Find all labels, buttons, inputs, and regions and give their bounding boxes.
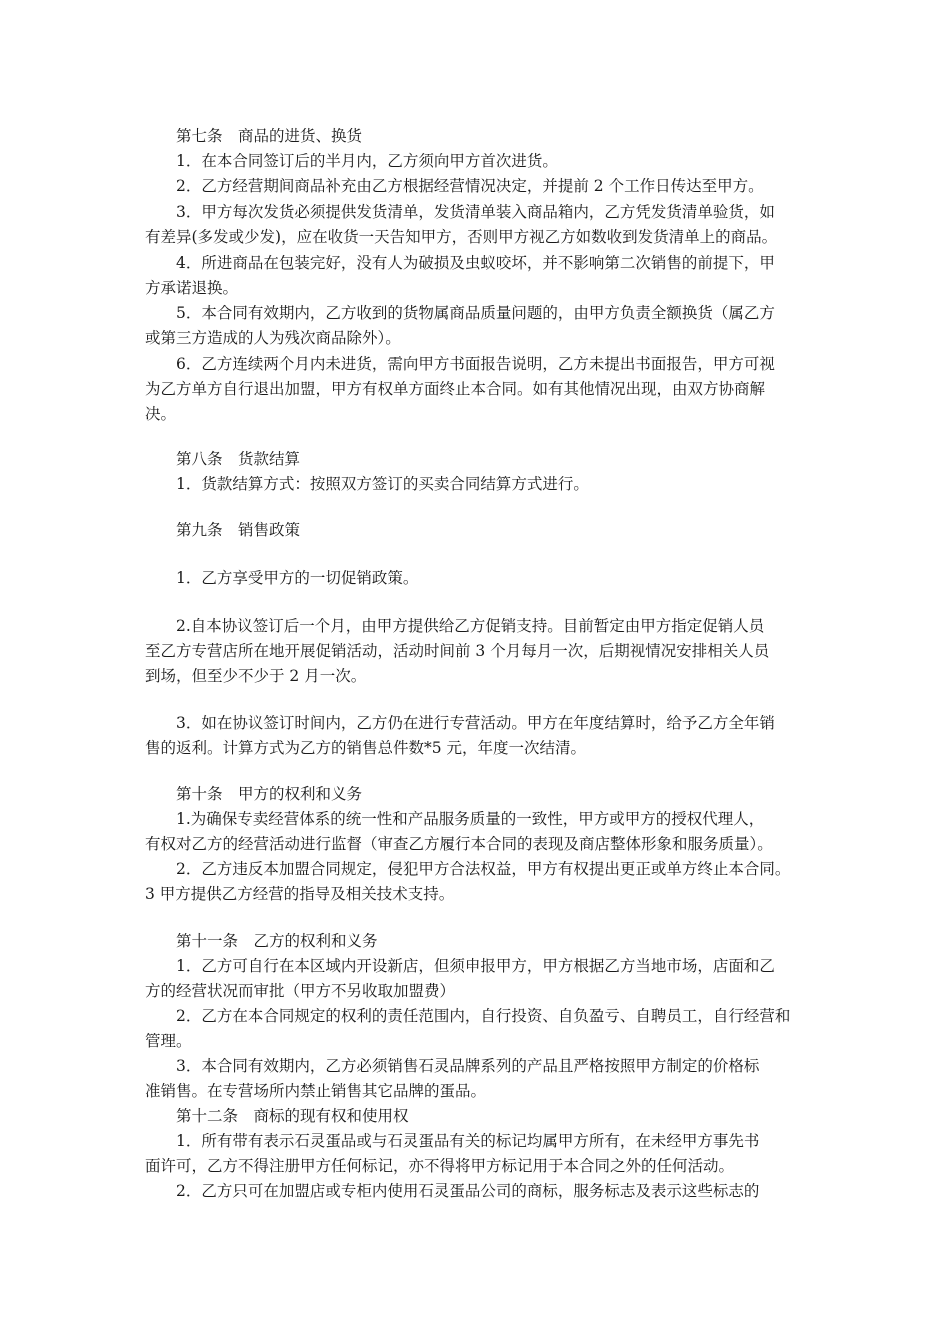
paragraph-line: 准销售。在专营场所内禁止销售其它品牌的蛋品。 (145, 1082, 487, 1100)
paragraph-line: 有权对乙方的经营活动进行监督（审查乙方履行本合同的表现及商店整体形象和服务质量）。 (145, 835, 773, 853)
paragraph-line: 3．本合同有效期内，乙方必须销售石灵品牌系列的产品且严格按照甲方制定的价格标 (176, 1057, 760, 1075)
paragraph-line: 方承诺退换。 (145, 279, 239, 297)
section-heading: 第九条 销售政策 (176, 521, 301, 539)
paragraph-line: 2．乙方经营期间商品补充由乙方根据经营情况决定，并提前 2 个工作日传达至甲方。 (176, 177, 764, 195)
section-heading: 第十条 甲方的权利和义务 (176, 785, 363, 803)
paragraph-line: 3 甲方提供乙方经营的指导及相关技术支持。 (145, 885, 455, 903)
paragraph-line: 有差异(多发或少发)，应在收货一天告知甲方，否则甲方视乙方如数收到发货清单上的商品。 (145, 228, 778, 246)
paragraph-line: 2．乙方只可在加盟店或专柜内使用石灵蛋品公司的商标，服务标志及表示这些标志的 (176, 1182, 760, 1200)
paragraph-line: 1．在本合同签订后的半月内，乙方须向甲方首次进货。 (176, 152, 558, 170)
paragraph-line: 或第三方造成的人为残次商品除外）。 (145, 329, 401, 347)
paragraph-line: 3．如在协议签订时间内，乙方仍在进行专营活动。甲方在年度结算时，给予乙方全年销 (176, 714, 775, 732)
paragraph-line: 2．乙方在本合同规定的权利的责任范围内，自行投资、自负盈亏、自聘员工，自行经营和 (176, 1007, 791, 1025)
section-heading: 第八条 货款结算 (176, 450, 301, 468)
section-heading: 第七条 商品的进货、换货 (176, 127, 363, 145)
paragraph-line: 面许可，乙方不得注册甲方任何标记，亦不得将甲方标记用于本合同之外的任何活动。 (145, 1157, 735, 1175)
paragraph-line: 1．乙方享受甲方的一切促销政策。 (176, 569, 419, 587)
paragraph-line: 2.自本协议签订后一个月，由甲方提供给乙方促销支持。目前暂定由甲方指定促销人员 (176, 617, 765, 635)
paragraph-line: 方的经营状况而审批（甲方不另收取加盟费） (145, 982, 456, 1000)
paragraph-line: 6．乙方连续两个月内未进货，需向甲方书面报告说明，乙方未提出书面报告，甲方可视 (176, 355, 775, 373)
paragraph-line: 到场，但至少不少于 2 月一次。 (145, 667, 367, 685)
paragraph-line: 1.为确保专卖经营体系的统一性和产品服务质量的一致性，甲方或甲方的授权代理人， (176, 810, 765, 828)
paragraph-line: 至乙方专营店所在地开展促销活动，活动时间前 3 个月每月一次，后期视情况安排相关人员 (145, 642, 770, 660)
paragraph-line: 2．乙方违反本加盟合同规定，侵犯甲方合法权益，甲方有权提出更正或单方终止本合同。 (176, 860, 791, 878)
paragraph-line: 售的返利。计算方式为乙方的销售总件数*5 元，年度一次结清。 (145, 739, 587, 757)
paragraph-line: 1．乙方可自行在本区域内开设新店，但须申报甲方，甲方根据乙方当地市场，店面和乙 (176, 957, 775, 975)
paragraph-line: 3．甲方每次发货必须提供发货清单，发货清单装入商品箱内，乙方凭发货清单验货，如 (176, 203, 775, 221)
paragraph-line: 决。 (145, 405, 177, 423)
paragraph-line: 4．所进商品在包装完好，没有人为破损及虫蚁咬坏，并不影响第二次销售的前提下，甲 (176, 254, 775, 272)
paragraph-line: 管理。 (145, 1032, 192, 1050)
paragraph-line: 为乙方单方自行退出加盟，甲方有权单方面终止本合同。如有其他情况出现，由双方协商解 (145, 380, 766, 398)
paragraph-line: 1．所有带有表示石灵蛋品或与石灵蛋品有关的标记均属甲方所有，在未经甲方事先书 (176, 1132, 760, 1150)
section-heading: 第十二条 商标的现有权和使用权 (176, 1107, 409, 1125)
paragraph-line: 5．本合同有效期内，乙方收到的货物属商品质量问题的，由甲方负责全额换货（属乙方 (176, 304, 775, 322)
section-heading: 第十一条 乙方的权利和义务 (176, 932, 378, 950)
paragraph-line: 1．货款结算方式：按照双方签订的买卖合同结算方式进行。 (176, 475, 589, 493)
